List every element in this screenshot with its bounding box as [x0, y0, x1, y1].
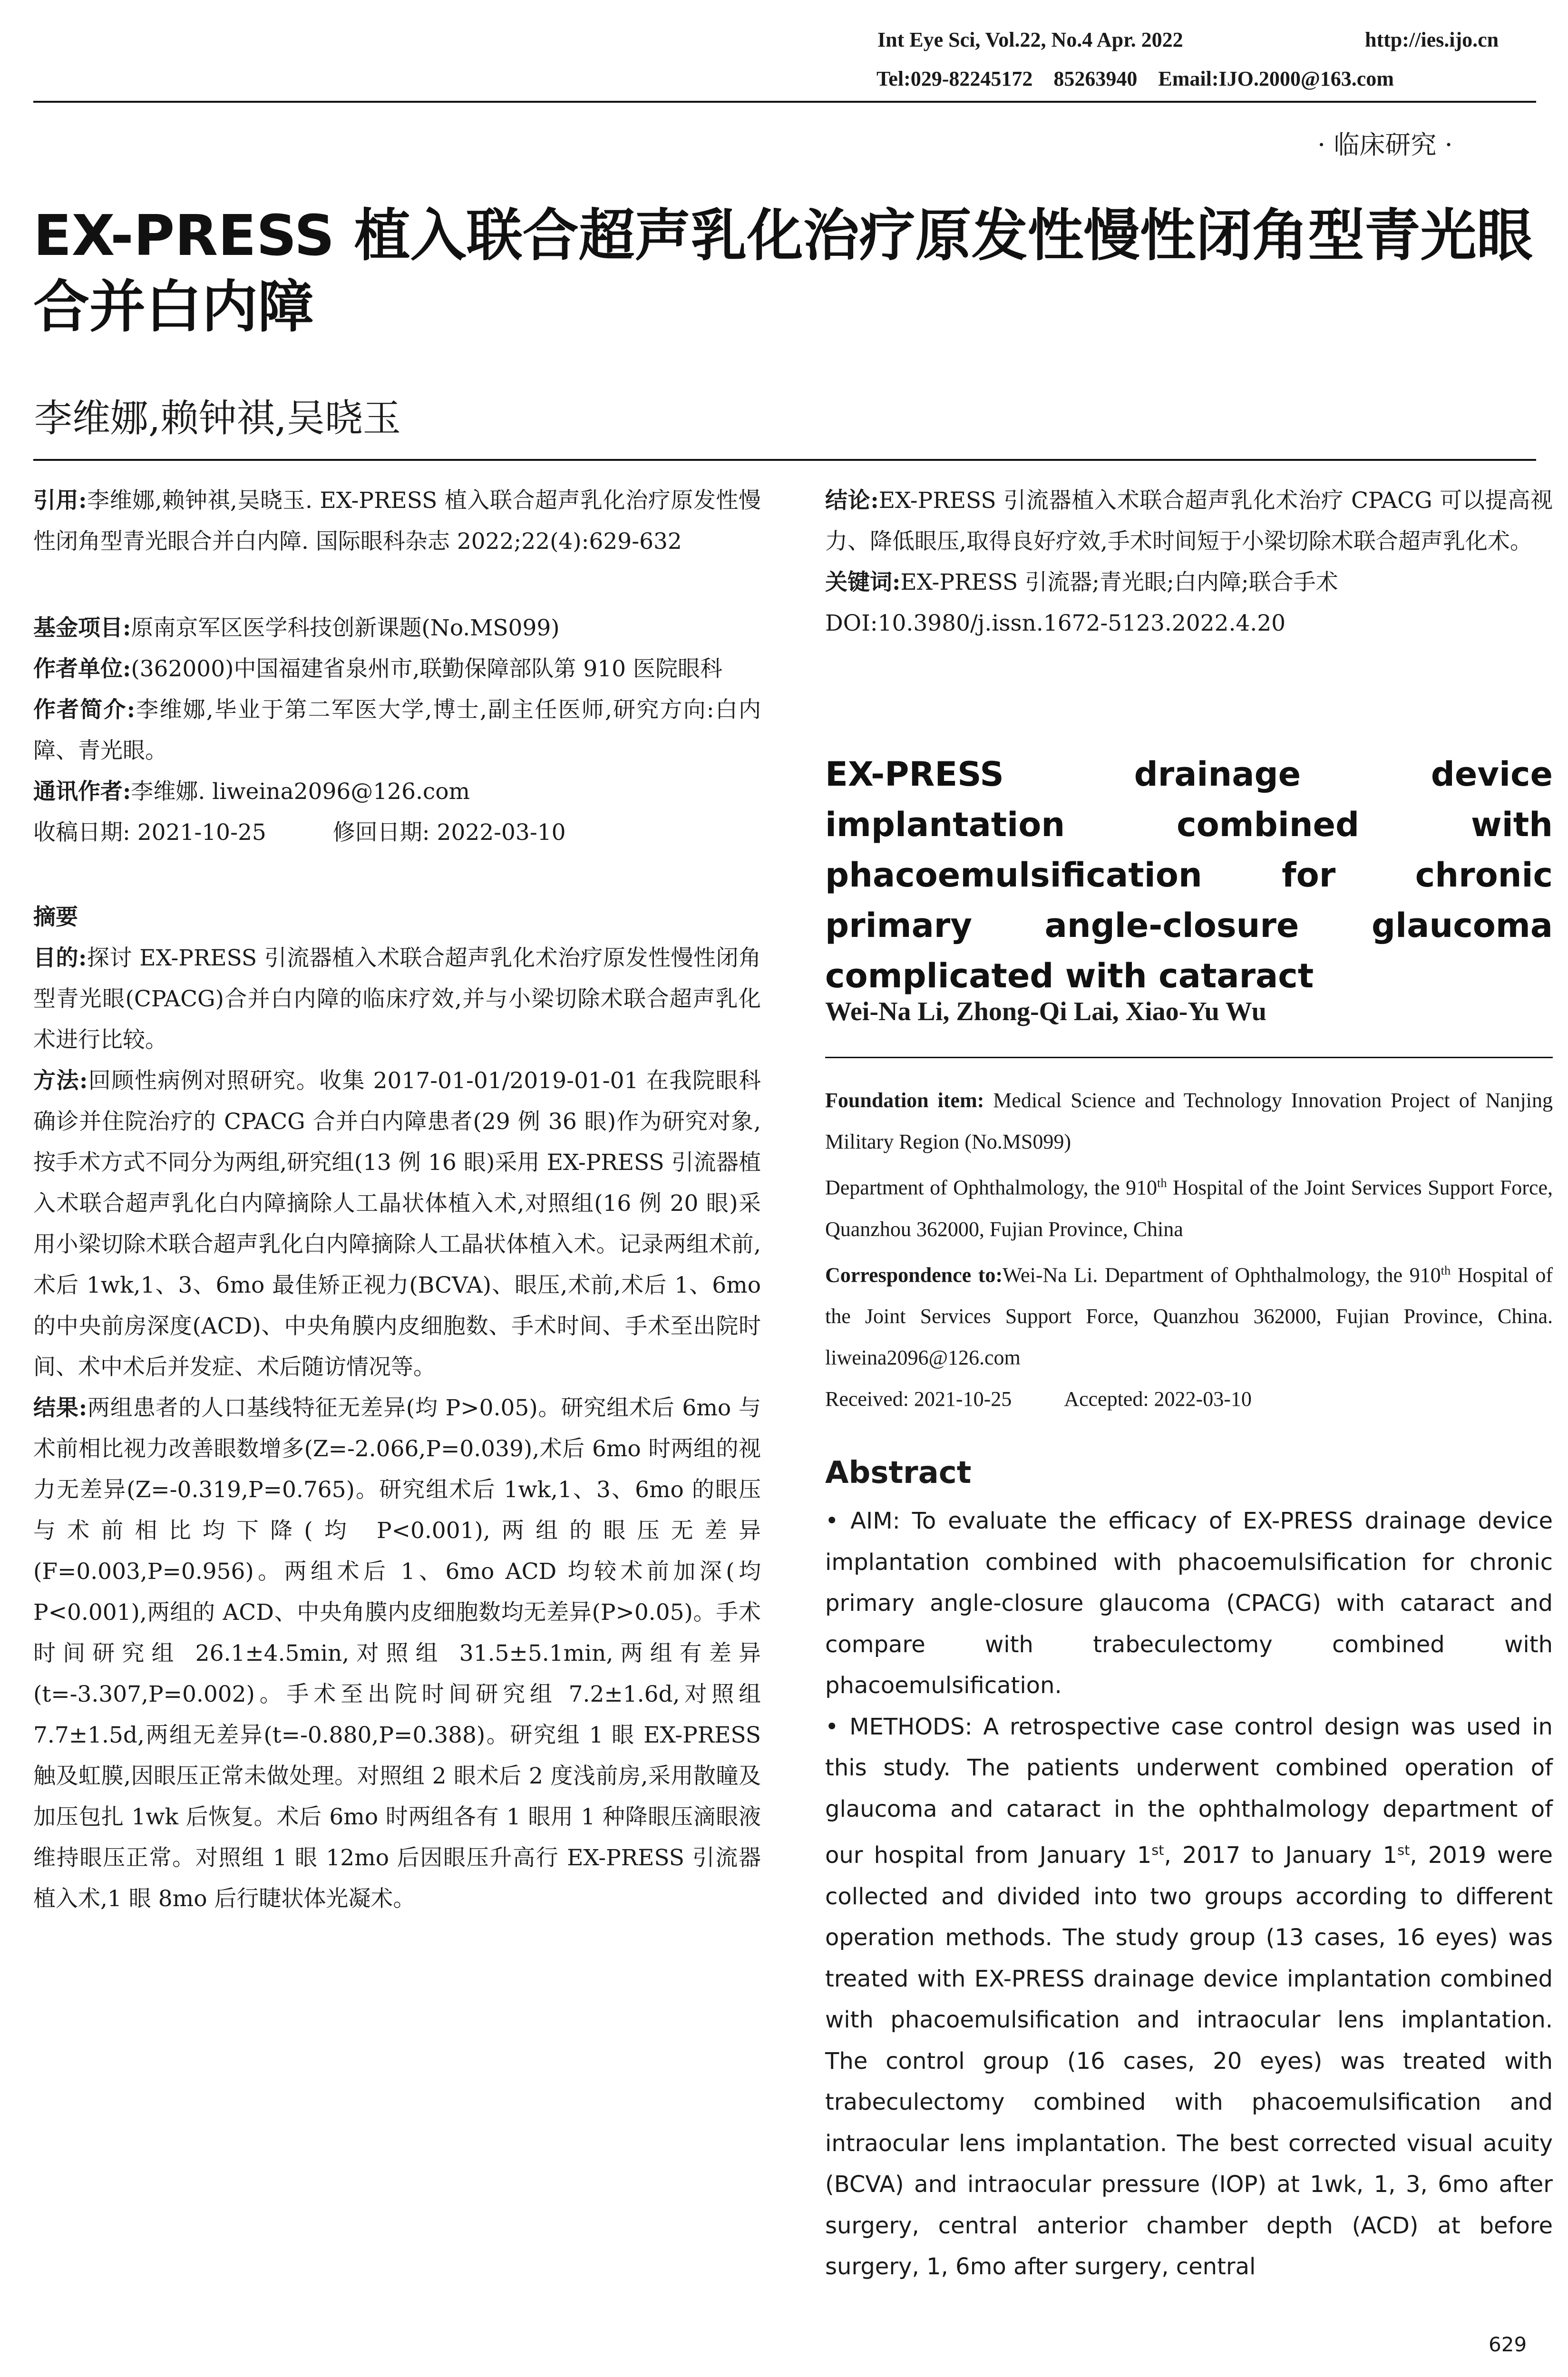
department-text-a: Department of Ophthalmology, the 910 [825, 1176, 1158, 1199]
abstract-heading-en: Abstract [825, 1455, 972, 1490]
english-authors: Wei-Na Li, Zhong-Qi Lai, Xiao-Yu Wu [825, 997, 1266, 1026]
correspondence-label-en: Correspondence to: [825, 1263, 1003, 1287]
foundation-text: Medical Science and Technology Innovation Project of Nanjing Military Region (No.MS099) [825, 1089, 1553, 1153]
dates-block [33, 812, 761, 853]
methods-block-en [825, 1706, 1553, 2288]
accepted-date-en: Accepted: 2022-03-10 [1064, 1387, 1252, 1411]
keywords-label-cn: 关键词: [825, 569, 901, 595]
journal-url[interactable]: http://ies.ijo.cn [1365, 28, 1499, 51]
right-column-cn [825, 480, 1553, 644]
fund-block [33, 608, 761, 649]
unit-block [33, 649, 761, 690]
department-text-b: Hospital of the Joint Services Support Force, Quanzhou 362000, Fujian Province, China [825, 1176, 1553, 1241]
left-column [33, 480, 761, 1919]
methods-label-en: METHODS: [849, 1713, 973, 1740]
aim-block-cn [33, 938, 761, 1061]
bullet-icon: • [825, 1713, 850, 1740]
fund-text: 原南京军区医学科技创新课题(No.MS099) [131, 615, 560, 641]
methods-text-en-a: A retrospective case control design was used in this study. The patients underwent combined operation of glaucoma and cataract in the ophthalmology department of our hospital from January 1 [825, 1713, 1553, 1869]
aim-text-en: To evaluate the efficacy of EX-PRESS drainage device implantation combined with phacoemulsification for chronic primary angle-closure glaucoma (CPACG) with cataract and compare with trabeculectomy combined with phacoemulsification. [825, 1508, 1553, 1699]
methods-text-en-b: , 2017 to January 1 [1164, 1842, 1398, 1869]
conclusion-text-cn: EX-PRESS 引流器植入术联合超声乳化术治疗 CPACG 可以提高视力、降低眼压,取得良好疗效,手术时间短于小梁切除术联合超声乳化术。 [825, 487, 1553, 555]
citation-block [33, 480, 761, 562]
author-list: 李维娜,赖钟祺,吴晓玉 [34, 396, 401, 440]
article-title: EX-PRESS 植入联合超声乳化治疗原发性慢性闭角型青光眼合并白内障 [33, 203, 1533, 340]
conclusion-label-cn: 结论: [825, 487, 879, 514]
aim-block-en [825, 1500, 1553, 1706]
english-meta [825, 1080, 1553, 1420]
english-title: EX-PRESS drainage device implantation combined with phacoemulsification for chronic primary angle-closure glaucoma complicated with cataract [825, 755, 1553, 995]
page-number: 629 [1489, 2333, 1527, 2356]
correspondence-block [33, 771, 761, 812]
correspondence-text: 李维娜. liweina2096@126.com [131, 779, 470, 805]
bio-block [33, 690, 761, 771]
conclusion-block-cn [825, 480, 1553, 562]
bullet-icon: • [825, 1508, 851, 1534]
correspondence-sup: th [1441, 1263, 1451, 1277]
journal-contact: Tel:029-82245172 85263940 Email:IJO.2000@163.com [877, 67, 1394, 90]
results-label-cn: 结果: [33, 1395, 88, 1421]
revised-date: 修回日期: 2022-03-10 [332, 819, 566, 846]
correspondence-text-a: Wei-Na Li. Department of Ophthalmology, the 910 [1003, 1263, 1441, 1287]
dates-block-en [825, 1378, 1553, 1420]
abstract-heading-cn: 摘要 [33, 904, 78, 930]
english-authors-rule [825, 1057, 1553, 1058]
english-abstract-body [825, 1500, 1553, 2288]
methods-label-cn: 方法: [33, 1068, 88, 1094]
fund-label: 基金项目: [33, 615, 131, 641]
methods-text-en-c: , 2019 were collected and divided into two groups according to different operation methods. The study group (13 cases, 16 eyes) was treated with EX-PRESS drainage device implantation combined with phacoemulsification and intraocular lens implantation. The control group (16 cases, 20 eyes) was treated with trabeculectomy combined with phacoemulsification and intraocular lens implantation. The best corrected visual acuity (BCVA) and intraocular pressure (IOP) at 1wk, 1, 3, 6mo after surgery, central anterior chamber depth (ACD) at before surgery, 1, 6mo after surgery, central [825, 1842, 1553, 2280]
correspondence-text-b: Hospital of the Joint Services Support Force, Quanzhou 362000, Fujian Province, China. liweina2096@126.com [825, 1263, 1553, 1370]
bio-text: 李维娜,毕业于第二军医大学,博士,副主任医师,研究方向:白内障、青光眼。 [33, 697, 761, 764]
citation-label: 引用: [33, 487, 87, 514]
unit-label: 作者单位: [33, 656, 131, 682]
correspondence-block-en [825, 1250, 1553, 1379]
received-date-en: Received: 2021-10-25 [825, 1387, 1012, 1411]
journal-citation-header: Int Eye Sci, Vol.22, No.4 Apr. 2022 [877, 28, 1183, 51]
unit-text: (362000)中国福建省泉州市,联勤保障部队第 910 医院眼科 [131, 656, 722, 682]
correspondence-label: 通讯作者: [33, 779, 131, 805]
methods-text-cn: 回顾性病例对照研究。收集 2017-01-01/2019-01-01 在我院眼科确诊并住院治疗的 CPACG 合并白内障患者(29 例 36 眼)作为研究对象,按手术方式不同分为两组,研究组(13 例 16 眼)采用 EX-PRESS 引流器植入术联合超声乳化白内障摘除人工晶状体植入术,对照组(16 例 20 眼)采用小梁切除术联合超声乳化白内障摘除人工晶状体植入术。记录两组术前,术后 1wk,1、3、6mo 最佳矫正视力(BCVA)、眼压,术前,术后 1、6mo 的中央前房深度(ACD)、中央角膜内皮细胞数、手术时间、手术至出院时间、术中术后并发症、术后随访情况等。 [33, 1068, 761, 1380]
foundation-block [825, 1080, 1553, 1162]
results-block-cn [33, 1388, 761, 1919]
bio-label: 作者简介: [33, 697, 136, 723]
title-rule [33, 459, 1536, 461]
doi[interactable]: DOI:10.3980/j.issn.1672-5123.2022.4.20 [825, 610, 1286, 636]
citation-text: 李维娜,赖钟祺,吴晓玉. EX-PRESS 植入联合超声乳化治疗原发性慢性闭角型青光眼合并白内障. 国际眼科杂志 2022;22(4):629-632 [33, 487, 761, 555]
aim-text-cn: 探讨 EX-PRESS 引流器植入术联合超声乳化术治疗原发性慢性闭角型青光眼(CPACG)合并白内障的临床疗效,并与小梁切除术联合超声乳化术进行比较。 [33, 945, 761, 1053]
aim-label-cn: 目的: [33, 945, 87, 971]
results-text-cn: 两组患者的人口基线特征无差异(均 P>0.05)。研究组术后 6mo 与术前相比视力改善眼数增多(Z=-2.066,P=0.039),术后 6mo 时两组的视力无差异(Z=-0.319,P=0.765)。研究组术后 1wk,1、3、6mo 的眼压与术前相比均下降(均 P<0.001),两组的眼压无差异(F=0.003,P=0.956)。两组术后 1、6mo ACD 均较术前加深(均 P<0.001),两组的 ACD、中央角膜内皮细胞数均无差异(P>0.05)。手术时间研究组 26.1±4.5min,对照组 31.5±5.1min,两组有差异(t=-3.307,P=0.002)。手术至出院时间研究组 7.2±1.6d,对照组 7.7±1.5d,两组无差异(t=-0.880,P=0.388)。研究组 1 眼 EX-PRESS 触及虹膜,因眼压正常未做处理。对照组 2 眼术后 2 度浅前房,采用散瞳及加压包扎 1wk 后恢复。术后 6mo 时两组各有 1 眼用 1 种降眼压滴眼液维持眼压正常。对照组 1 眼 12mo 后因眼压升高行 EX-PRESS 引流器植入术,1 眼 8mo 后行睫状体光凝术。 [33, 1395, 761, 1912]
aim-label-en: AIM: [850, 1508, 900, 1534]
keywords-text-cn: EX-PRESS 引流器;青光眼;白内障;联合手术 [900, 569, 1338, 595]
header-rule [33, 101, 1536, 103]
keywords-block-cn [825, 562, 1553, 603]
received-date: 收稿日期: 2021-10-25 [33, 819, 266, 846]
section-tag: · 临床研究 · [1317, 130, 1453, 160]
foundation-label: Foundation item: [825, 1089, 984, 1112]
department-block [825, 1162, 1553, 1250]
department-sup: th [1157, 1176, 1167, 1190]
methods-sup-2: st [1397, 1842, 1410, 1858]
methods-sup-1: st [1151, 1842, 1164, 1858]
methods-block-cn [33, 1061, 761, 1388]
